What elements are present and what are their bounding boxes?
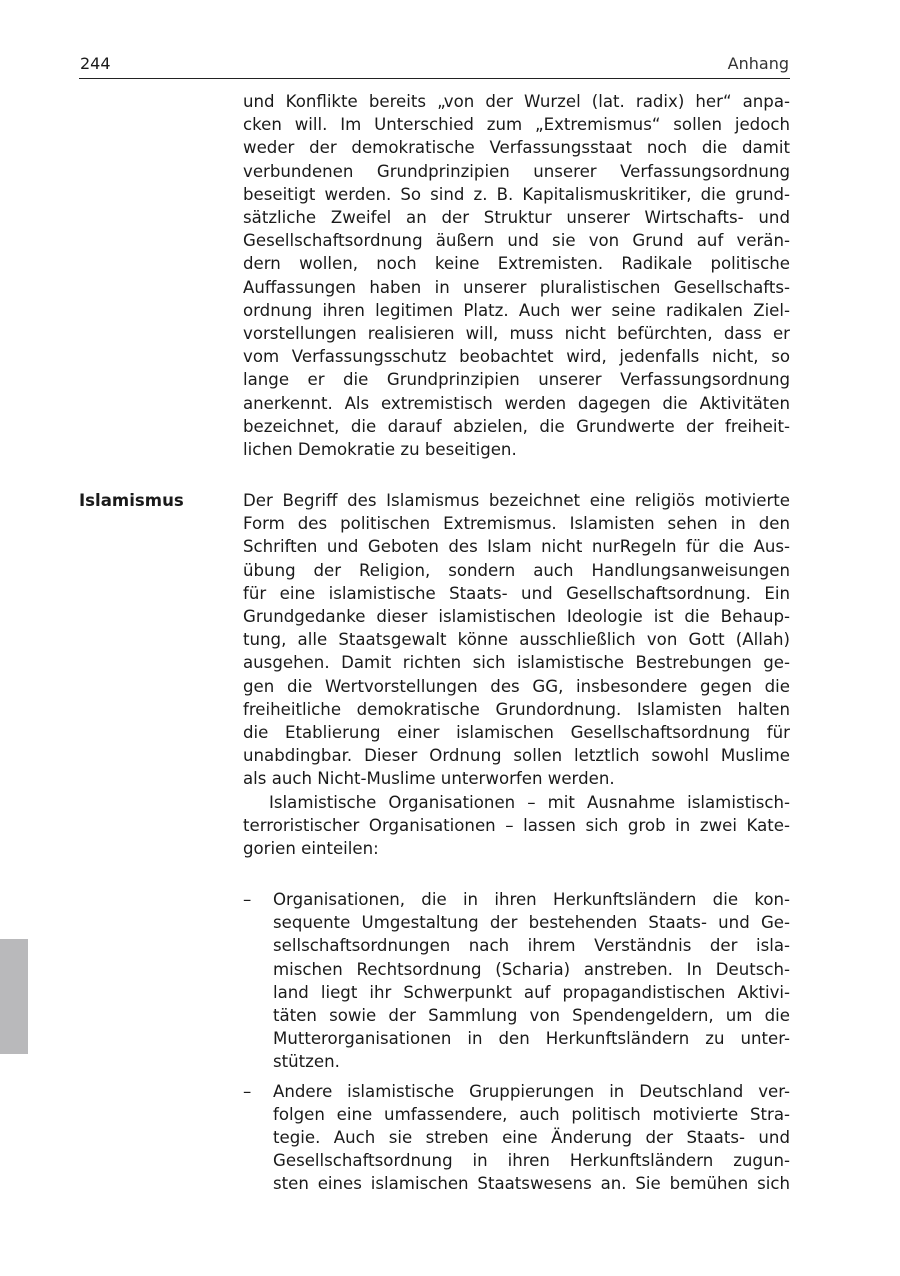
text-line: sellschaftsordnungen nach ihrem Verständnis der isla- [273, 936, 790, 956]
text-line: sequente Umgestaltung der bestehenden Staats- und Ge- [273, 913, 790, 933]
text-line: land liegt ihr Schwerpunkt auf propagandistischen Aktivi- [273, 982, 790, 1002]
text-line: ausgehen. Damit richten sich islamistische Bestrebungen ge- [243, 653, 790, 673]
text-line: Grundgedanke dieser islamistischen Ideologie ist die Behaup- [243, 607, 790, 627]
text-line: Form des politischen Extremismus. Islamisten sehen in den [243, 514, 790, 534]
text-line: die Etablierung einer islamischen Gesellschaftsordnung für [243, 723, 790, 743]
text-line: lange er die Grundprinzipien unserer Verfassungsordnung [243, 370, 790, 390]
text-line: Gesellschaftsordnung äußern und sie von Grund auf verän- [243, 231, 790, 251]
text-line: tegie. Auch sie streben eine Änderung der Staats- und [273, 1128, 790, 1148]
text-line: Schriften und Geboten des Islam nicht nurRegeln für die Aus- [243, 537, 790, 557]
text-line: vorstellungen realisieren will, muss nicht befürchten, dass er [243, 324, 790, 344]
paragraph [243, 489, 790, 791]
text-line: gen die Wertvorstellungen des GG, insbesondere gegen die [243, 676, 790, 696]
thumb-index-tab [0, 939, 28, 1054]
text-line: dern wollen, noch keine Extremisten. Radikale politische [243, 254, 790, 274]
text-line: stützen. [273, 1052, 340, 1072]
text-line: sätzliche Zweifel an der Struktur unserer Wirtschafts- und [243, 208, 790, 228]
text-line: mischen Rechtsordnung (Scharia) anstreben. In Deutsch- [273, 959, 790, 979]
text-line: Andere islamistische Gruppierungen in Deutschland ver- [273, 1081, 790, 1101]
text-line: cken will. Im Unterschied zum „Extremismus“ sollen jedoch [243, 115, 790, 135]
text-line: beseitigt werden. So sind z. B. Kapitalismuskritiker, die grund- [243, 184, 790, 204]
text-line: Gesellschaftsordnung in ihren Herkunftsländern zugun- [273, 1151, 790, 1171]
text-line: als auch Nicht-Muslime unterworfen werden. [243, 769, 615, 789]
text-line: freiheitliche demokratische Grundordnung. Islamisten halten [243, 699, 790, 719]
continuation-paragraph [243, 90, 790, 461]
text-line: Mutterorganisationen in den Herkunftsländern zu unter- [273, 1029, 790, 1049]
entry-body [243, 489, 790, 860]
text-line: Auffassungen haben in unserer pluralistischen Gesellschafts- [243, 277, 790, 297]
list-marker: – [243, 1081, 252, 1101]
text-line: tung, alle Staatsgewalt könne ausschließlich von Gott (Allah) [243, 630, 790, 650]
glossary-term: Islamismus [79, 491, 184, 510]
list-item [243, 1080, 790, 1196]
text-line: unabdingbar. Dieser Ordnung sollen letztlich sowohl Muslime [243, 746, 790, 766]
list-marker: – [243, 890, 252, 909]
page-number: 244 [80, 54, 111, 73]
category-list [243, 888, 790, 1196]
text-line: folgen eine umfassendere, auch politisch motivierte Stra- [273, 1104, 790, 1124]
text-line: Der Begriff des Islamismus bezeichnet eine religiös motivierte [243, 491, 790, 510]
text-line: täten sowie der Sammlung von Spendengeldern, um die [273, 1006, 790, 1026]
text-line: verbundenen Grundprinzipien unserer Verfassungsordnung [243, 161, 790, 181]
text-line: gorien einteilen: [243, 839, 379, 859]
header-rule [79, 78, 790, 79]
text-line: weder der demokratische Verfassungsstaat noch die damit [243, 138, 790, 158]
running-head: Anhang [727, 54, 789, 73]
text-line: vom Verfassungsschutz beobachtet wird, jedenfalls nicht, so [243, 347, 790, 367]
text-line: sten eines islamischen Staatswesens an. Sie bemühen sich [273, 1174, 790, 1194]
text-line: für eine islamistische Staats- und Gesellschaftsordnung. Ein [243, 583, 790, 603]
text-line: terroristischer Organisationen – lassen sich grob in zwei Kate- [243, 815, 790, 835]
text-line: übung der Religion, sondern auch Handlungsanweisungen [243, 560, 790, 580]
text-line: Organisationen, die in ihren Herkunftsländern die kon- [273, 890, 790, 909]
text-line: bezeichnet, die darauf abzielen, die Grundwerte der freiheit- [243, 416, 790, 436]
text-line: lichen Demokratie zu beseitigen. [243, 440, 517, 460]
list-item [243, 888, 790, 1074]
text-line: Islamistische Organisationen – mit Ausnahme islamistisch- [269, 792, 790, 812]
text-line: ordnung ihren legitimen Platz. Auch wer seine radikalen Ziel- [243, 300, 790, 320]
paragraph [243, 791, 790, 861]
text-line: und Konflikte bereits „von der Wurzel (lat. radix) her“ anpa- [243, 92, 790, 111]
text-line: anerkennt. Als extremistisch werden dagegen die Aktivitäten [243, 393, 790, 413]
